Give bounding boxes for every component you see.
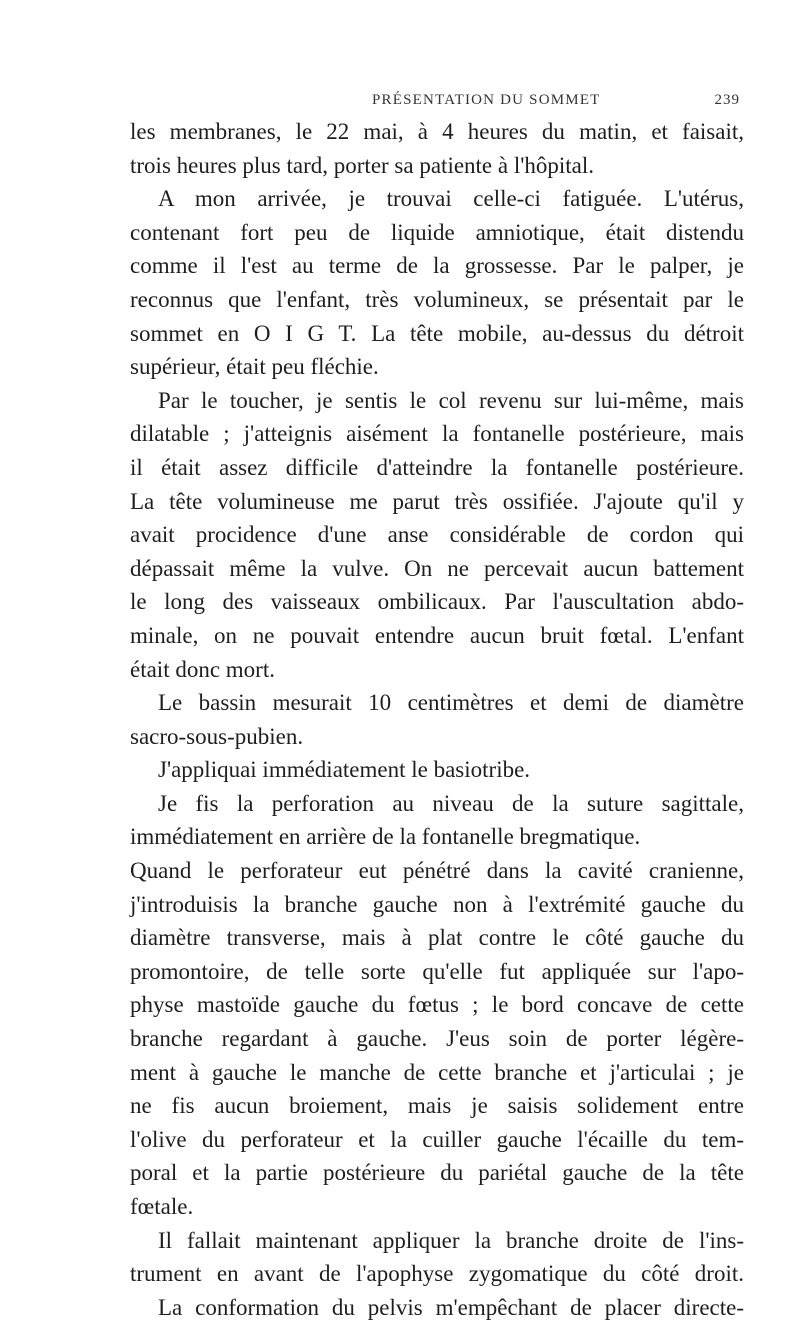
text-line: diamètre transverse, mais à plat contre le côté gauche du [130, 925, 744, 951]
text-line: sacro-sous-pubien. [130, 723, 304, 749]
running-title: PRÉSENTATION DU SOMMET [372, 92, 601, 108]
text-line: trument en avant de l'apophyse zygomatique du côté droit. [130, 1261, 744, 1287]
text-line: j'introduisis la branche gauche non à l'extrémité gauche du [130, 891, 744, 917]
text-line: ment à gauche le manche de cette branche et j'articulai ; je [130, 1059, 744, 1085]
text-line: Quand le perforateur eut pénétré dans la cavité cranienne, [130, 858, 744, 884]
text-line: contenant fort peu de liquide amniotique, était distendu [130, 219, 744, 245]
text-line: promontoire, de telle sorte qu'elle fut appliquée sur l'apo- [130, 958, 744, 984]
text-line: immédiatement en arrière de la fontanelle bregmatique. [130, 824, 641, 850]
text-line: était donc mort. [130, 656, 275, 682]
text-line: sommet en O I G T. La tête mobile, au-dessus du détroit [130, 320, 744, 346]
text-line: trois heures plus tard, porter sa patiente à l'hôpital. [130, 152, 595, 178]
text-line: Par le toucher, je sentis le col revenu sur lui-même, mais [158, 387, 744, 413]
text-line: comme il l'est au terme de la grossesse. Par le palper, je [130, 253, 744, 279]
text-line: poral et la partie postérieure du pariétal gauche de la tête [130, 1160, 744, 1186]
text-line: reconnus que l'enfant, très volumineux, se présentait par le [130, 286, 744, 312]
text-line: physe mastoïde gauche du fœtus ; le bord concave de cette [130, 992, 744, 1018]
running-head [140, 92, 740, 114]
text-line: avait procidence d'une anse considérable de cordon qui [130, 522, 744, 548]
text-line: branche regardant à gauche. J'eus soin de porter légère- [130, 1026, 744, 1052]
text-line: les membranes, le 22 mai, à 4 heures du matin, et faisait, [130, 119, 744, 144]
text-line: ne fis aucun broiement, mais je saisis solidement entre [130, 1093, 744, 1119]
text-line: supérieur, était peu fléchie. [130, 354, 379, 380]
body-text [130, 115, 744, 1324]
text-line: A mon arrivée, je trouvai celle-ci fatiguée. L'utérus, [158, 186, 744, 212]
page-number: 239 [714, 92, 740, 108]
text-line: Il fallait maintenant appliquer la branche droite de l'ins- [158, 1227, 744, 1253]
text-line: Le bassin mesurait 10 centimètres et demi de diamètre [158, 690, 744, 716]
text-line: Je fis la perforation au niveau de la suture sagittale, [158, 790, 744, 816]
text-line: minale, on ne pouvait entendre aucun bruit fœtal. L'enfant [130, 622, 744, 648]
text-line: dilatable ; j'atteignis aisément la fontanelle postérieure, mais [130, 421, 744, 447]
text-line: l'olive du perforateur et la cuiller gauche l'écaille du tem- [130, 1126, 744, 1152]
text-line: le long des vaisseaux ombilicaux. Par l'auscultation abdo- [130, 589, 744, 615]
text-line: il était assez difficile d'atteindre la fontanelle postérieure. [130, 454, 744, 480]
text-line: J'appliquai immédiatement le basiotribe. [158, 757, 531, 783]
text-line: La conformation du pelvis m'empêchant de placer directe- [158, 1294, 744, 1320]
text-line: dépassait même la vulve. On ne percevait aucun battement [130, 555, 744, 581]
text-line: fœtale. [130, 1194, 194, 1219]
text-line: La tête volumineuse me parut très ossifiée. J'ajoute qu'il y [130, 488, 744, 514]
